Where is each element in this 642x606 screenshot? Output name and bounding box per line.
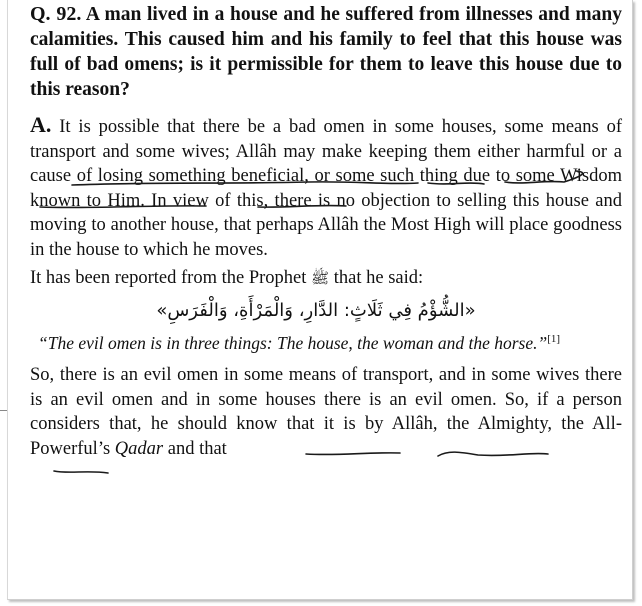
hadith-translation-text: “The evil omen is in three things: The house, the woman and the horse.” [38, 332, 548, 353]
hadith-translation [38, 328, 622, 355]
conclusion-paragraph [30, 363, 622, 461]
salutation-icon: ﷺ [311, 268, 330, 287]
conclusion-text-end: and that [163, 438, 227, 459]
footnote-marker: [1] [547, 333, 561, 346]
page-frame [7, 0, 633, 600]
answer-text: It is possible that there be a bad omen in some houses, some means of transport and some wives; Allâh may make keeping them either harmful or a cause of losing something beneficial, or some such thing due to some Wisdom known to Him. In view of this, there is no objection to selling this house and moving to another house, that perhaps Allâh the Most High will place goodness in the house to which he moves. [30, 117, 622, 260]
report-text-after: that he said: [333, 267, 424, 288]
qadar-term: Qadar [114, 438, 164, 459]
underline-horse [54, 471, 108, 473]
hadith-arabic: «الشُّؤْمُ فِي ثَلَاثٍ: الدَّارِ، وَالْمَرْأَةِ، وَالْفَرَسِ» [156, 300, 476, 322]
question-paragraph [30, 2, 622, 102]
answer-paragraph [30, 113, 622, 263]
report-text-before: It has been reported from the Prophet [30, 267, 307, 288]
answer-label: A. [30, 112, 52, 137]
question-number: Q. 92. [30, 3, 82, 25]
document-content [30, 2, 622, 461]
report-line [30, 266, 622, 291]
margin-tick-mark [0, 410, 7, 411]
conclusion-text-start: So, there is an evil omen in some means of transport, and in some wives there is an evil omen and in some houses there is an evil omen. So, if a person considers that, he should know that it is by Allâh, the Almighty, the All-Powerful’s [30, 364, 622, 459]
question-text: A man lived in a house and he suffered from illnesses and many calamities. This caused him and his family to feel that this house was full of bad omens; is it permissible for them to leave this house due to this reason? [30, 4, 622, 100]
